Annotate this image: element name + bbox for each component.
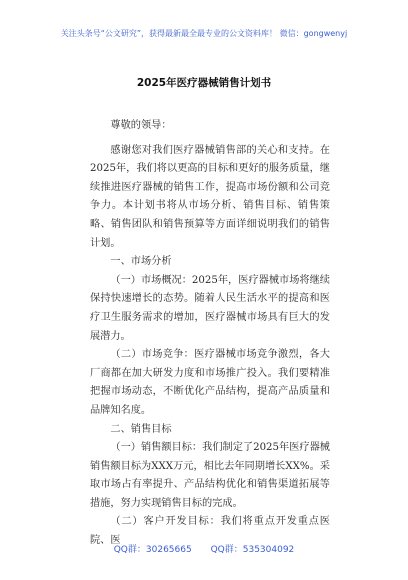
section-heading-market-analysis: 一、市场分析 bbox=[110, 256, 172, 268]
qq-group-2: QQ群：535304092 bbox=[210, 545, 295, 555]
paragraph-market-overview: （一）市场概况：2025年，医疗器械市场将继续保持快速增长的态势。随着人民生活水平的提高和医疗卫生服务需求的增加，医疗器械市场具有巨大的发展潜力。 bbox=[90, 274, 330, 342]
footer-contacts bbox=[0, 542, 408, 555]
document-title: 2025年医疗器械销售计划书 bbox=[136, 77, 272, 89]
qq-group-1: QQ群：30265665 bbox=[113, 545, 192, 555]
document-body bbox=[90, 117, 330, 551]
paragraph-market-competition: （二）市场竞争：医疗器械市场竞争激烈，各大厂商都在加大研发力度和市场推广投入。我们要精准把握市场动态，不断优化产品结构，提高产品质量和品牌知名度。 bbox=[90, 349, 330, 416]
salutation: 尊敬的领导： bbox=[110, 120, 172, 131]
paragraph-customer-target: （二）客户开发目标：我们将重点开发重点医院、医 bbox=[90, 516, 330, 547]
section-heading-sales-targets: 二、销售目标 bbox=[110, 423, 172, 435]
paragraph-intro: 感谢您对我们医疗器械销售部的关心和支持。在2025年，我们将以更高的目标和更好的服务质量，继续推进医疗器械的销售工作，提高市场份额和公司竞争力。本计划书将从市场分析、销售目标、销售策略、销售团队和销售预算等方面详细说明我们的销售计划。 bbox=[90, 144, 330, 249]
header-banner: 关注头条号“公文研究”，获得最新最全最专业的公文资料库！ 微信：gongwenyj bbox=[60, 29, 348, 38]
paragraph-sales-revenue-target: （一）销售额目标：我们制定了2025年医疗器械销售额目标为XXX万元，相比去年同期增长XX%。采取市场占有率提升、产品结构优化和销售渠道拓展等措施，努力实现销售目标的完成。 bbox=[90, 442, 330, 509]
